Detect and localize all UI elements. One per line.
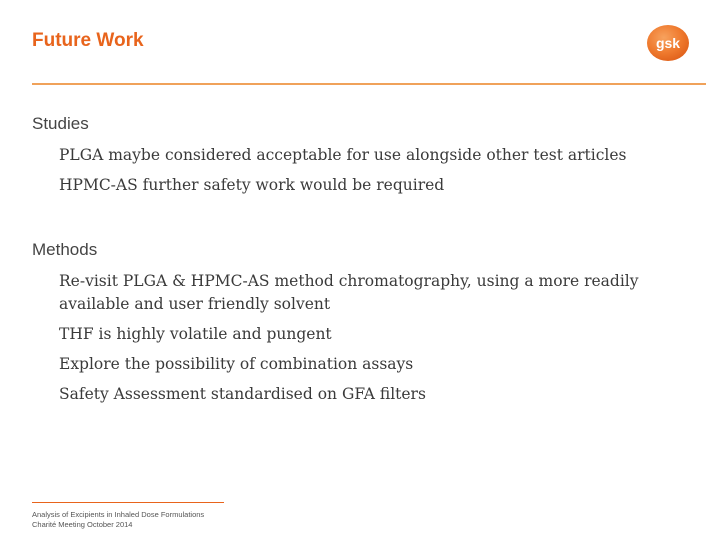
methods-bullet-3: Explore the possibility of combination assays: [59, 355, 414, 373]
svg-text:gsk: gsk: [655, 35, 681, 51]
footer-line-1: Analysis of Excipients in Inhaled Dose Formulations: [32, 510, 205, 519]
studies-bullet-1: PLGA maybe considered acceptable for use alongside other test articles: [59, 146, 627, 164]
methods-bullet-4: Safety Assessment standardised on GFA filters: [59, 385, 426, 403]
footer-divider: [32, 502, 224, 503]
slide-title: Future Work: [32, 30, 144, 51]
section-heading-methods: Methods: [32, 240, 98, 259]
section-heading-studies: Studies: [32, 114, 89, 133]
footer-line-2: Charité Meeting October 2014: [32, 520, 133, 529]
methods-bullet-1: Re-visit PLGA & HPMC-AS method chromatography, using a more readily available and user friendly solvent: [59, 272, 639, 313]
header-divider: [32, 83, 706, 85]
studies-bullet-2: HPMC-AS further safety work would be required: [59, 176, 445, 194]
methods-bullet-2: THF is highly volatile and pungent: [59, 325, 332, 343]
gsk-logo: [646, 24, 690, 62]
